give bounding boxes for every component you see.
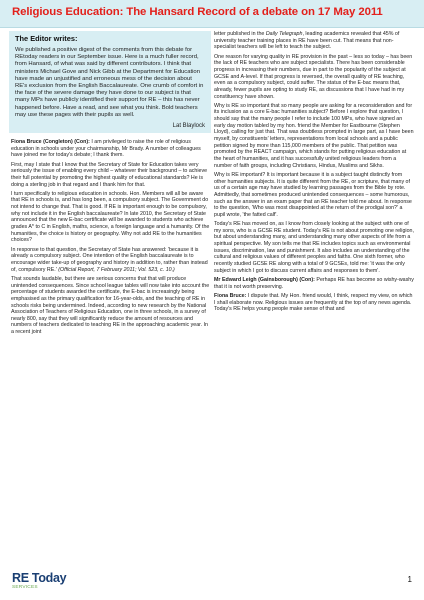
page-title: Religious Education: The Hansard Record of a debate on 17 May 2011 [12, 6, 383, 18]
right-paragraphs [214, 31, 414, 313]
paragraph [214, 54, 414, 101]
paragraph-text: First, may I state that I know that the Secretary of State for Education takes very seriously the issue of enabling every child – whatever their background – to achieve their full potential by promoting the highest quality of educational standards? He is doing a sterling job in that regard and I thank him for that. [11, 161, 208, 188]
citation: (Official Report, 7 February 2011; Vol. 523, c. 10.) [56, 266, 175, 273]
citation: Daily Telegraph [265, 31, 303, 37]
paragraph-text: I turn specifically to religious education in schools. Hon. Members will all be aware that RE in schools is, and has long been, a compulsory subject. The Government do not intend to change that. That is good. If RE is important enough to be compulsory, why not include it in the English baccalaureate? In late 2010, the Secretary of State announced that the new E-bac certificate will be awarded to students who achieve grades A* to C in English, maths, science, a foreign language and a humanity. Of the humanities, the choice is history or geography. Why not add RE to the humanities choices? [11, 190, 210, 244]
logo-wordmark: RE Today [12, 571, 67, 585]
paragraph [214, 293, 414, 313]
paragraph [11, 139, 211, 159]
logo-subtitle: SERVICES [12, 585, 38, 590]
left-paragraphs [11, 139, 211, 336]
paragraph [214, 221, 414, 274]
speaker-name: Fiona Bruce (Congleton) (Con): [11, 139, 90, 146]
editor-box [9, 31, 211, 133]
paragraph-text: In response to that question, the Secretary of State has answered: 'because it is already a compulsory subject. One intention of the English baccalaureate is to encourage wider take-up of geography and history in addition to, rather than instead of, compulsory RE.' [11, 246, 208, 273]
paragraph-text: , leading academics revealed that 45% of university teacher training places in RE have been cut. That means that non-specialist teachers will be left to teach the subject. [214, 31, 400, 51]
paragraph [11, 247, 211, 274]
paragraph-text: That sounds laudable, but there are serious concerns that that will produce unintended consequences. Since school league tables will now take into account the percentage of students awarded the certificate, the E-bac is increasingly being emphasised as the primary qualification for 16-year-olds, and the teaching of RE in schools risks being undermined. Indeed, according to new research by the National Association of Teachers of Religious Education, one in three schools, in a survey of nearly 800, say that they will significantly reduce the amount of resources and numbers of teachers dedicated to teaching RE in the approaching academic year. In a recent joint [11, 275, 210, 336]
page-number: 1 [407, 575, 412, 584]
speaker-name: Mr Edward Leigh (Gainsborough) (Con): [214, 276, 315, 283]
editor-signature: Lat Blaylock [172, 123, 205, 130]
editor-heading: The Editor writes: [15, 34, 78, 43]
footer [12, 571, 412, 595]
paragraph [11, 191, 211, 244]
left-column [11, 31, 211, 338]
editor-text: We published a positive digest of the comments from this debate for REtoday readers in our September issue. Here is a much fuller record, from Hansard, of what was said by different contributors. I think that ministers Michael Gove and Nick Gibb at the Department for Education have made an unjustified and erroneous mess of the decision about RE's exclusion from the English Baccalaureate. One crumb of comfort in the face of the severe damage they have done to our subject is that many MPs have publicly identified their support for RE – this has never happened before. Have a read, and see what you think. Bold teachers may use these pages with their pupils as well. [15, 47, 204, 118]
paragraph-text: Perhaps RE has become so wishy-washy that it is not worth preserving. [214, 276, 414, 290]
paragraph-text: letter published in the [214, 31, 266, 37]
speaker-name: Fiona Bruce: [214, 292, 247, 299]
paragraph-text: One reason for varying quality in RE provision in the past – less so today – has been the lack of RE teachers who are subject specialists. There has been considerable progress in increasing their numbers, due in part to the popularity of the subject at GCSE and A-level. If that progress is reversed, the overall quality of RE teaching, even as a compulsory subject, could suffer. The status of the E-bac means that, already, fewer pupils are opting to study RE, as discussions that I have had in my constituency have shown. [214, 53, 413, 100]
paragraph-text: I dispute that. My Hon. friend would, I think, respect my view, on which I shall elaborate now. Religious issues are frequently at the top of any news agenda. Today's RE helps young people make sense of that and [214, 292, 413, 313]
paragraph [214, 31, 414, 51]
paragraph [214, 277, 414, 290]
paragraph [11, 276, 211, 336]
paragraph-text: Why is RE important? It is important because it is a subject taught distinctly from other humanities subjects. It is quite different from the RE, or scripture, that many of us of a certain age may have studied by learning passages from the Bible by rote. Admittedly, that sometimes produced unintended consequences – some humorous, such as the answer in an exam paper that an RE teacher told me about. In response to the question, 'Who was most disappointed at the return of the prodigal son?' a pupil wrote, 'the fatted calf'. [214, 171, 412, 218]
paragraph-text: Why is RE so important that so many people are asking for a reconsideration and for its inclusion as a core E-bac humanities subject? Before I explore that question, I should say that the many people I refer to include 100 MPs, who have signed an early day motion tabled by my hon. friend the Member for Eastbourne (Stephen Lloyd), calling for just that. That was doubtless prompted in large part, as I have been myself, by constituents' letters, representations from local schools and a public petition signed by more than 115,000 members of the public. That petition was promoted by the REACT campaign, which stands for putting religious education at the heart of humanities, and it has successfully united religious leaders from a number of faith groups, including Christians, Hindus, Muslims and Sikhs. [214, 102, 414, 169]
paragraph [214, 172, 414, 219]
right-column [214, 31, 414, 315]
re-today-logo[interactable] [12, 571, 67, 590]
paragraph-text: I am privileged to raise the role of religious education in schools under your chairmanship, Mr Brady. A number of colleagues have joined me for today's debate; I thank them. [11, 139, 201, 159]
title-bar [0, 0, 424, 28]
paragraph [11, 162, 211, 189]
paragraph [214, 103, 414, 170]
paragraph-text: Today's RE has moved on, as I know from closely looking at the subject with one of my sons, who is a GCSE RE student. Today's RE is not about promoting one religion, but about understanding many, and understanding many other aspects of life from a spiritual perspective. My son tells me that RE includes topics such as environmental issues, discrimination, law and punishment. It also includes an understanding of the cultural and religious values of different peoples and faiths. One sixth former, who recently studied GCSE RE along with a total of 9 GCSEs, told me: 'it was the only subject in which I got to discuss current affairs and responses to them'. [214, 221, 414, 274]
